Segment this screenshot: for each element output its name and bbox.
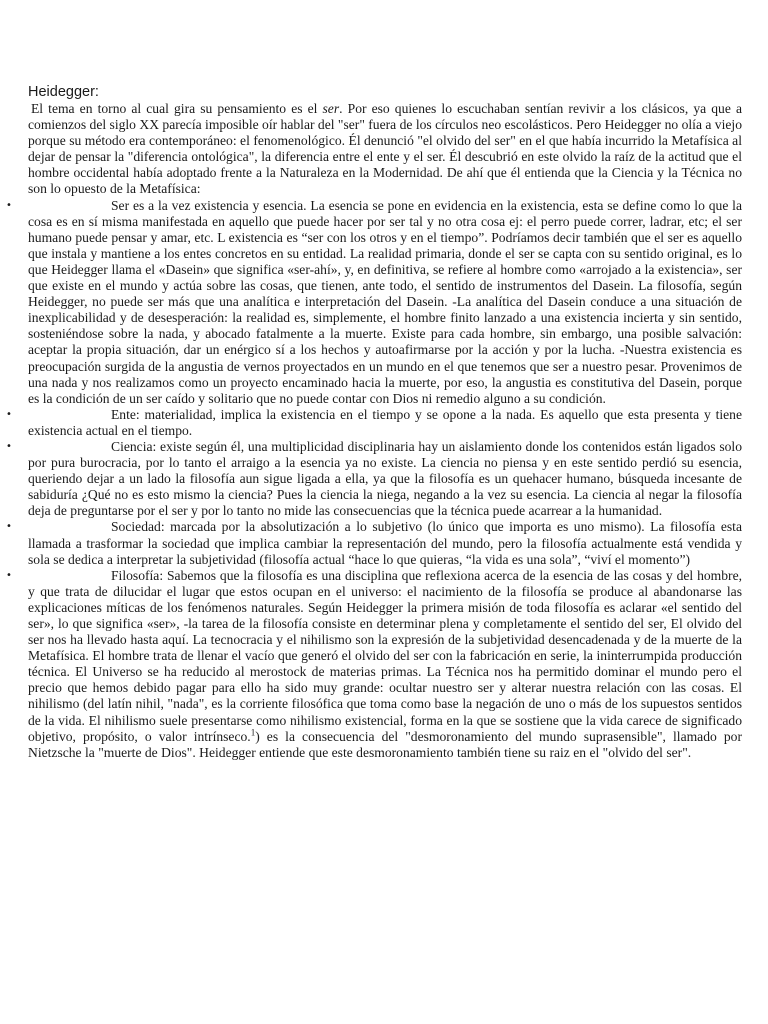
intro-paragraph — [28, 101, 742, 198]
bullet-icon: • — [6, 521, 12, 533]
document-body — [6, 101, 742, 761]
bullet-list — [6, 197, 742, 761]
bullet-icon: • — [6, 440, 12, 452]
list-item-text: Ser es a la vez existencia y esencia. La esencia se pone en evidencia en la existencia, esta se define como lo que la cosa es en sí misma manifestada en aquello que puede hacer por ser tal y no otra cosa ej: el perro puede correr, ladrar, etc; el ser humano puede pensar y amar, etc. L existencia es “ser con los otros y en el tiempo”. Podríamos decir también que el ser es aquello que instala y mantiene a los entes concretos en su entidad. La realidad primaria, donde el ser se capta con su sentido original, es lo que Heidegger llama el «Dasein» que significa «ser-ahí», y, en definitiva, se refiere al hombre como «arrojado a la existencia», ser que existe en el mundo y actúa sobre las cosas, que tienen, ante todo, el sentido de instrumentos del Dasein. La filosofía, según Heidegger, no puede ser más que una analítica e interpretación del Dasein. -La analítica del Dasein conduce a una situación de inexplicabilidad y de desesperación: la realidad es, simplemente, el hombre finito lanzado a una existencia incierta y sin sentido, sosteniéndose sobre la nada, y abocado fatalmente a la muerte. Existe para cada hombre, sin embargo, una posible salvación: aceptar la propia situación, dar un enérgico sí a los hechos y autoafirmarse por la acción y por la lucha. -Nuestra existencia es preocupación surgida de la angustia de vernos proyectados en un mundo en el que tenemos que ser a nuestro pesar. Provenimos de una nada y nos realizamos como un proyecto encaminado hacia la muerte, por eso, la angustia es constitutiva del Dasein, porque es la condición de un ser caído y solitario que no puede contar con Dios ni remedio alguno a su condición. — [28, 197, 742, 406]
list-item-text: Ciencia: existe según él, una multiplicidad disciplinaria hay un aislamiento donde los contenidos están ligados solo por pura burocracia, por lo tanto el arraigo a la esencia ya no existe. La ciencia no piensa y en este sentido perdió su esencia, queriendo dejar a un lado la filosofía aun sigue ligada a ella, ya que la filosofía es un quehacer humano, búsqueda incesante de sabiduría ¿Qué no es esto mismo la ciencia? Pues la ciencia la niega, negando a la vez su esencia. La ciencia al negar la filosofía deja de preguntarse por el ser y por lo tanto no mide las consecuencias que la técnica puede acarrear a la humanidad. — [28, 438, 742, 519]
bullet-icon: • — [6, 408, 12, 420]
list-item-ciencia — [6, 438, 742, 519]
list-item-filosofia — [6, 567, 742, 761]
footnote-marker: 1 — [250, 727, 256, 738]
filosofia-text-end: ) es la consecuencia del "desmoronamiento del mundo suprasensible", llamado por Nietzsche la "muerte de Dios". Heidegger entiende que este desmoronamiento también tiene su raiz en el "olvido del ser". — [28, 728, 742, 760]
intro-italic-word: ser — [322, 101, 340, 116]
intro-text-end: . Por eso quienes lo escuchaban sentían revivir a los clásicos, ya que a comienzos del siglo XX parecía imposible oír hablar del "ser" fuera de los círculos neo escolásticos. Pero Heidegger no olía a viejo porque su método era contemporáneo: el fenomenológico. Él denunció "el olvido del ser" en el que había incurrido la Metafísica al dejar de pensar la "diferencia ontológica", la diferencia entre el ente y el ser. Él descubrió en este olvido la raíz de la actitud que el hombre occidental había adoptado frente a la Naturaleza en la Modernidad. De ahí que él entienda que la Ciencia y la Técnica no son lo opuesto de la Metafísica: — [28, 101, 742, 197]
filosofia-text-start: Filosofía: Sabemos que la filosofía es una disciplina que reflexiona acerca de la esencia de las cosas y del hombre, y que trata de dilucidar el lugar que estos ocupan en el universo: el nacimiento de la filosofía se produce al abandonarse las explicaciones míticas de los fenómenos naturales. Según Heidegger la primera misión de toda filosofía es aclarar «el sentido del ser», lo que significa «ser», -la tarea de la filosofía consiste en determinar plena y completamente el sentido del ser, El olvido del ser nos ha llevado hasta aquí. La tecnocracia y el nihilismo son la expresión de la subjetividad desencadenada y de la muerte de la Metafísica. El hombre trata de llenar el vacío que generó el olvido del ser con la fabricación en serie, la ininterrumpida producción técnica. El Universo se ha reducido al merostock de materias primas. La Técnica nos ha permitido dominar el mundo pero el precio que hemos debido pagar para ello ha sido muy grande: ocultar nuestro ser y alterar nuestra relación con las cosas. El nihilismo (del latín nihil, "nada", es la corriente filosófica que toma como base la negación de uno o más de los supuestos sentidos de la vida. El nihilismo suele presentarse como nihilismo existencial, forma en la que se sostiene que la vida carece de significado objetivo, propósito, o valor intrínseco. — [28, 567, 742, 744]
bullet-icon: • — [6, 199, 12, 211]
list-item-sociedad — [6, 519, 742, 567]
list-item-ser — [6, 197, 742, 407]
bullet-icon: • — [6, 569, 12, 581]
list-item-text: Ente: materialidad, implica la existencia en el tiempo y se opone a la nada. Es aquello que esta presenta y tiene existencia actual en el tiempo. — [28, 406, 742, 438]
list-item-text: Sociedad: marcada por la absolutización a lo subjetivo (lo único que importa es uno mismo). La filosofía esta llamada a trasformar la sociedad que implica cambiar la representación del mundo, pero la filosofía actualmente está vendida y sola se dedica a interpretar la subjetividad (filosofía actual “hace lo que quieras, “la vida es una sola”, “viví el momento”) — [28, 519, 742, 567]
list-item-text — [28, 568, 742, 761]
list-item-ente — [6, 406, 742, 439]
intro-text-start: El tema en torno al cual gira su pensamiento es el — [31, 101, 323, 116]
document-heading: Heidegger: — [28, 84, 99, 100]
